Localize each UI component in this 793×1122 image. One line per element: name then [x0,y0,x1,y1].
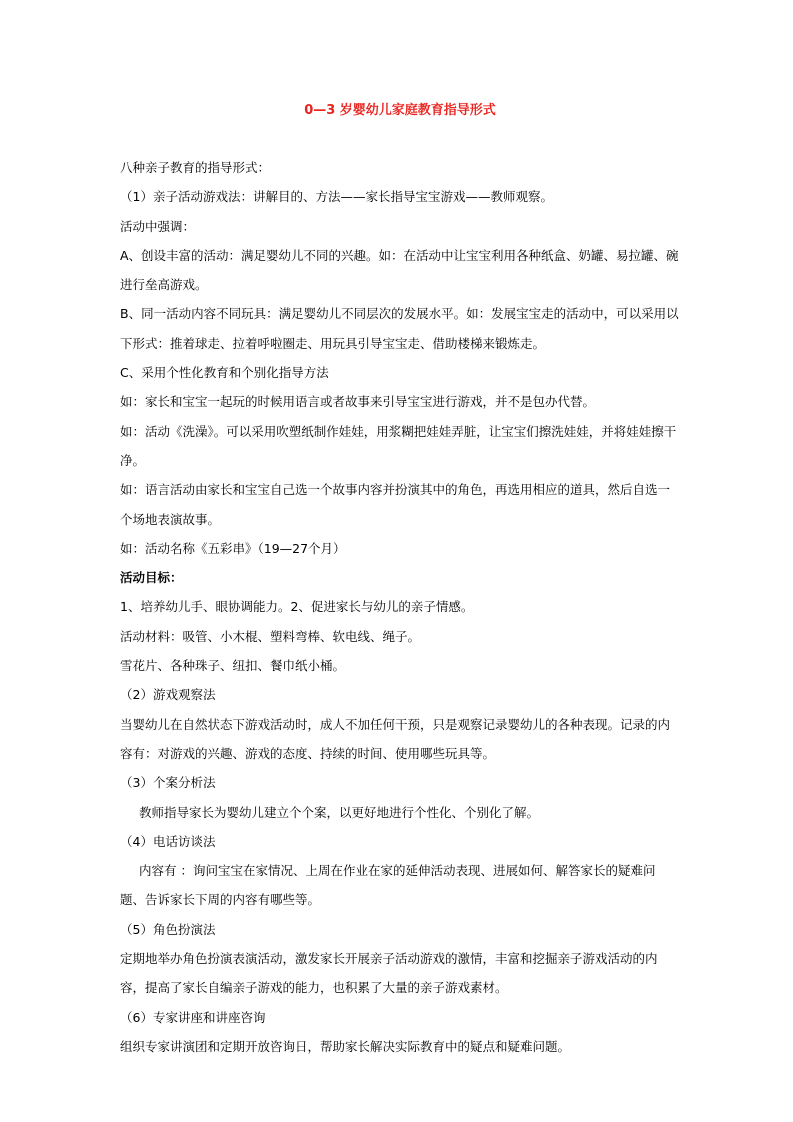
document-title: 0—3 岁婴幼儿家庭教育指导形式 [304,103,496,118]
paragraph: 定期地举办角色扮演表演活动，激发家长开展亲子活动游戏的激情，丰富和挖掘亲子游戏活动的内容，提高了家长自编亲子游戏的能力，也积累了大量的亲子游戏素材。 [120,951,658,996]
paragraph: 当婴幼儿在自然状态下游戏活动时，成人不加任何干预，只是观察记录婴幼儿的各种表现。记录的内容有：对游戏的兴趣、游戏的态度、持续的时间、使用哪些玩具等。 [120,716,671,761]
paragraph: 如：活动名称《五彩串》（19—27个月） [120,540,346,556]
document-page [120,100,680,1061]
paragraph: 如：语言活动由家长和宝宝自己选一个故事内容并扮演其中的角色，再选用相应的道具，然后自选一个场地表演故事。 [120,482,671,527]
paragraph: C、采用个性化教育和个别化指导方法 [120,365,329,381]
paragraph: A、创设丰富的活动：满足婴幼儿不同的兴趣。如：在活动中让宝宝利用各种纸盒、奶罐、易拉罐、碗进行垒高游戏。 [120,247,679,293]
paragraph: 雪花片、各种珠子、纽扣、餐巾纸小桶。 [120,658,346,674]
paragraph: 八种亲子教育的指导形式： [120,160,271,175]
paragraph: 活动材料：吸管、小木棍、塑料弯棒、软电线、绳子。 [120,628,421,644]
paragraph: （6）专家讲座和讲座咨询 [120,1009,266,1025]
paragraph: （4）电话访谈法 [120,833,216,849]
paragraph: 如：活动《洗澡》。可以采用吹塑纸制作娃娃，用浆糊把娃娃弄脏，让宝宝们擦洗娃娃，并将娃娃擦干净。 [120,423,677,468]
paragraph: 活动目标： [120,570,183,586]
paragraph: （2）游戏观察法 [120,687,216,703]
paragraph: 教师指导家长为婴幼儿建立个个案，以更好地进行个性化、个别化了解。 [139,804,540,820]
paragraph: 内容有 ：询问宝宝在家情况、上周在作业在家的延伸活动表现、进展如何、解答家长的疑难问题、告诉家长下周的内容有哪些等。 [120,863,656,908]
paragraph: 组织专家讲演团和定期开放咨询日，帮助家长解决实际教育中的疑点和疑难问题。 [120,1038,571,1054]
paragraph: 活动中强调： [120,218,196,234]
paragraph: 1、培养幼儿手、眼协调能力。2、促进家长与幼儿的亲子情感。 [120,599,474,615]
document-body [120,153,680,1061]
paragraph: 如：家长和宝宝一起玩的时候用语言或者故事来引导宝宝进行游戏，并不是包办代替。 [120,394,596,410]
paragraph: B、同一活动内容不同玩具：满足婴幼儿不同层次的发展水平。如：发展宝宝走的活动中，可以采用以下形式：推着球走、拉着呼啦圈走、用玩具引导宝宝走、借助楼梯来锻炼走。 [120,306,679,351]
paragraph: （1）亲子活动游戏法：讲解目的、方法——家长指导宝宝游戏——教师观察。 [120,189,553,205]
paragraph: （3）个案分析法 [120,775,216,791]
paragraph: （5）角色扮演法 [120,921,216,937]
